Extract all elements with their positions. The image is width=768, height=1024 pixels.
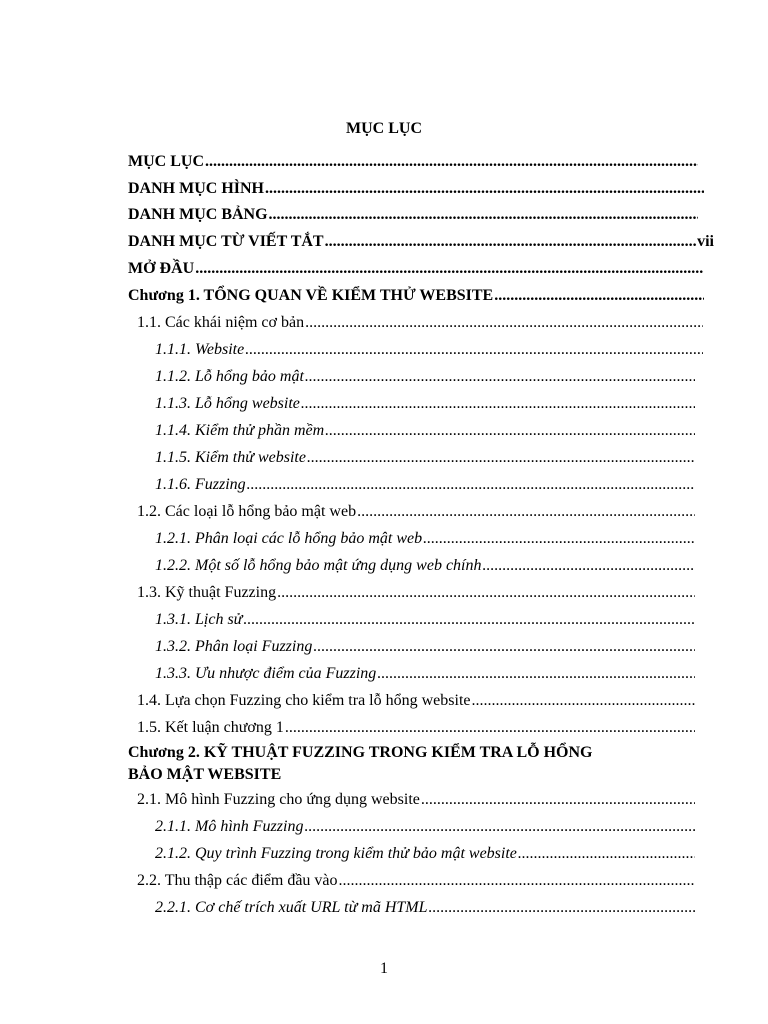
toc-leader xyxy=(313,637,695,657)
toc-leader xyxy=(285,718,695,738)
toc-entry-text: 1.3.2. Phân loại Fuzzing xyxy=(155,638,313,655)
toc-entry-text: 2.2.1. Cơ chế trích xuất URL từ mã HTML xyxy=(155,899,428,916)
toc-leader xyxy=(304,817,695,837)
toc-entry[interactable] xyxy=(155,340,703,360)
toc-leader xyxy=(377,664,695,684)
toc-leader xyxy=(301,394,695,414)
toc-entry-text: 1.1.6. Fuzzing xyxy=(155,476,246,493)
toc-entry[interactable] xyxy=(155,637,695,657)
toc-leader xyxy=(305,367,695,387)
toc-entry-text: 1.2.1. Phân loại các lỗ hổng bảo mật web xyxy=(155,530,423,547)
toc-leader xyxy=(205,152,698,172)
toc-leader xyxy=(518,844,695,864)
toc-leader xyxy=(357,502,695,522)
toc-entry-text: DANH MỤC HÌNH xyxy=(128,180,264,197)
toc-entry[interactable] xyxy=(155,898,695,918)
toc-leader xyxy=(265,179,704,199)
toc-entry-chapter2[interactable] xyxy=(128,742,694,786)
toc-entry-text: 2.1. Mô hình Fuzzing cho ứng dụng website xyxy=(137,791,420,808)
toc-entry[interactable] xyxy=(137,790,695,810)
toc-entry[interactable] xyxy=(128,286,704,306)
toc-entry[interactable] xyxy=(137,313,703,333)
toc-entry-text: 2.1.2. Quy trình Fuzzing trong kiểm thử bảo mật website xyxy=(155,845,517,862)
toc-leader xyxy=(429,898,695,918)
toc-entry-line2 xyxy=(128,764,694,786)
toc-entry[interactable] xyxy=(137,502,695,522)
toc-entry[interactable] xyxy=(137,871,695,891)
toc-entry-text: 1.3.3. Ưu nhược điểm của Fuzzing xyxy=(155,665,377,682)
toc-entry[interactable] xyxy=(155,448,695,468)
toc-entry-text-line2: BẢO MẬT WEBSITE xyxy=(128,766,282,783)
toc-entry-text: 1.1.2. Lỗ hổng bảo mật xyxy=(155,368,304,385)
toc-entry-text: 1.1.5. Kiểm thử website xyxy=(155,449,306,466)
toc-leader xyxy=(421,790,695,810)
toc-entry-text: 1.1.1. Website xyxy=(155,341,245,358)
toc-entry-text: 1.3.1. Lịch sử xyxy=(155,611,243,628)
toc-entry[interactable] xyxy=(128,152,698,172)
toc-leader xyxy=(494,286,704,306)
toc-leader xyxy=(325,232,698,252)
page-number: 1 xyxy=(380,960,388,977)
toc-leader xyxy=(423,529,695,549)
toc-entry-text: 1.1.4. Kiểm thử phần mềm xyxy=(155,422,325,439)
toc-entry-text: MỤC LỤC xyxy=(128,153,204,170)
toc-entry-text: 1.3. Kỹ thuật Fuzzing xyxy=(137,584,277,601)
toc-leader xyxy=(245,340,703,360)
toc-leader xyxy=(483,556,696,576)
toc-entry-text: DANH MỤC BẢNG xyxy=(128,206,268,223)
toc-entry[interactable] xyxy=(137,718,695,738)
toc-leader xyxy=(269,205,698,225)
toc-entry[interactable] xyxy=(155,367,695,387)
toc-leader xyxy=(339,871,695,891)
toc-entry-text: 2.2. Thu thập các điểm đầu vào xyxy=(137,872,338,889)
toc-entry[interactable] xyxy=(155,421,695,441)
toc-entry-text-line1: Chương 2. KỸ THUẬT FUZZING TRONG KIỂM TRA LỖ HỔNG xyxy=(128,744,593,761)
toc-entry[interactable] xyxy=(155,394,695,414)
toc-entry-text: 1.2. Các loại lỗ hổng bảo mật web xyxy=(137,503,357,520)
toc-entry-text: MỞ ĐẦU xyxy=(128,260,195,277)
toc-entry[interactable] xyxy=(128,179,704,199)
toc-entry-text: 2.1.1. Mô hình Fuzzing xyxy=(155,818,304,835)
toc-entry[interactable] xyxy=(155,817,695,837)
toc-entry-text: 1.2.2. Một số lỗ hổng bảo mật ứng dụng web chính xyxy=(155,557,482,574)
toc-entry-page: vii xyxy=(697,233,714,250)
toc-entry[interactable] xyxy=(128,259,704,279)
toc-entry[interactable] xyxy=(155,529,695,549)
toc-entry[interactable] xyxy=(155,844,695,864)
toc-leader xyxy=(471,691,695,711)
toc-entry-text: Chương 1. TỔNG QUAN VỀ KIỂM THỬ WEBSITE xyxy=(128,287,494,304)
toc-entry-text: 1.5. Kết luận chương 1 xyxy=(137,719,284,736)
toc-leader xyxy=(307,448,695,468)
toc-leader xyxy=(305,313,703,333)
toc-heading: MỤC LỤC xyxy=(346,120,422,137)
toc-entry-text: DANH MỤC TỪ VIẾT TẮT xyxy=(128,233,324,250)
toc-leader xyxy=(243,610,695,630)
toc-entry[interactable] xyxy=(155,610,695,630)
toc-entry[interactable] xyxy=(128,205,698,225)
toc-entry[interactable] xyxy=(155,664,695,684)
toc-leader xyxy=(325,421,695,441)
toc-leader xyxy=(195,259,704,279)
toc-entry-text: 1.1.3. Lỗ hổng website xyxy=(155,395,300,412)
toc-entry-text: 1.4. Lựa chọn Fuzzing cho kiểm tra lỗ hổng website xyxy=(137,692,471,709)
toc-entry[interactable] xyxy=(128,232,714,252)
toc-entry[interactable] xyxy=(155,475,695,495)
toc-entry[interactable] xyxy=(137,583,695,603)
toc-leader xyxy=(247,475,695,495)
toc-entry[interactable] xyxy=(155,556,695,576)
toc-entry-text: 1.1. Các khái niệm cơ bản xyxy=(137,314,305,331)
toc-entry[interactable] xyxy=(137,691,695,711)
toc-leader xyxy=(277,583,695,603)
